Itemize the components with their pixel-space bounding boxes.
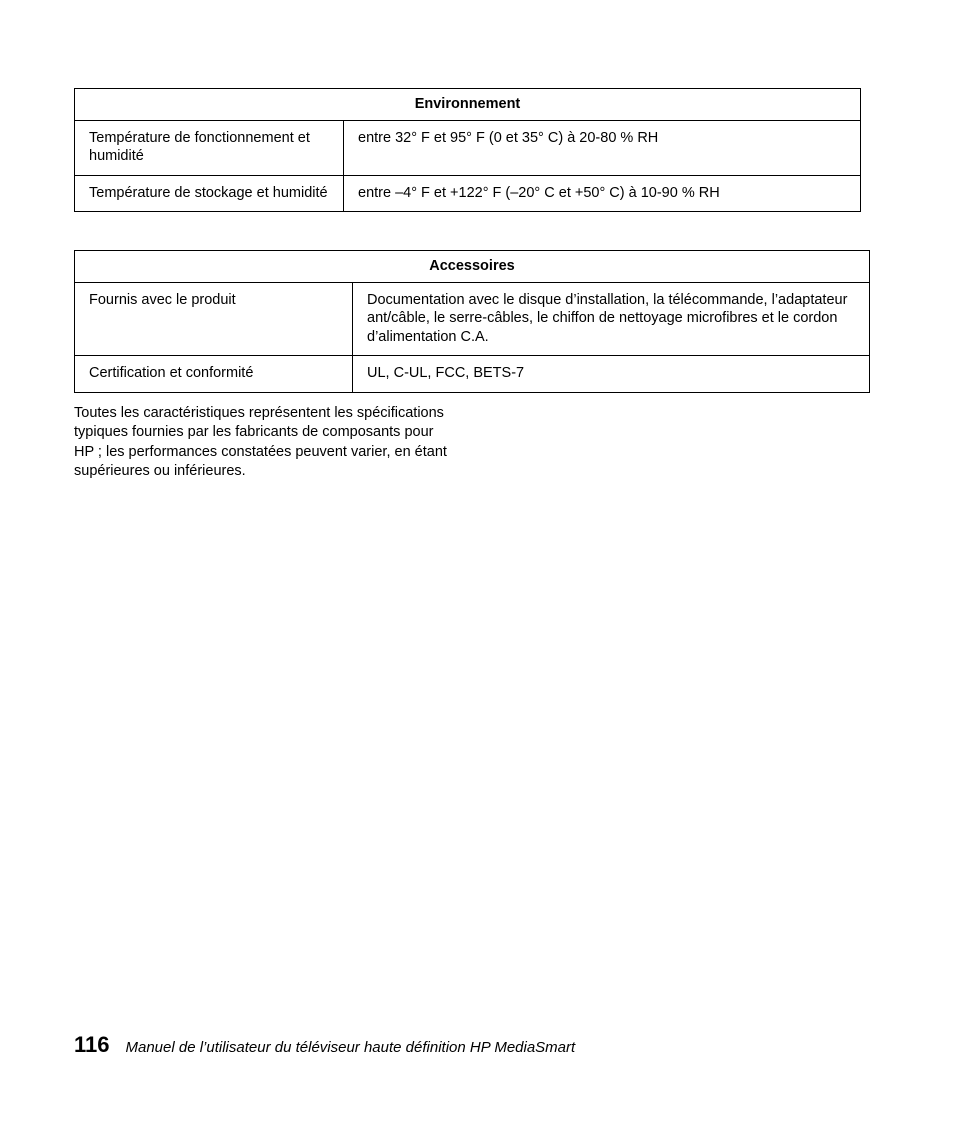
accessories-table: [74, 250, 870, 393]
page-footer: [74, 1032, 575, 1058]
accessories-table-title: Accessoires: [75, 251, 870, 283]
table-cell-value: UL, C-UL, FCC, BETS-7: [353, 356, 870, 393]
table-cell-label: Température de fonctionnement et humidité: [75, 120, 344, 175]
table-row: [75, 356, 870, 393]
environment-table-title: Environnement: [75, 89, 861, 121]
table-cell-label: Température de stockage et humidité: [75, 175, 344, 212]
table-cell-label: Certification et conformité: [75, 356, 353, 393]
table-cell-value: entre –4° F et +122° F (–20° C et +50° C) à 10-90 % RH: [344, 175, 861, 212]
table-row: [75, 120, 861, 175]
page-number: 116: [74, 1032, 110, 1057]
table-cell-value: entre 32° F et 95° F (0 et 35° C) à 20-80 % RH: [344, 120, 861, 175]
table-cell-value: Documentation avec le disque d’installation, la télécommande, l’adaptateur ant/câble, le serre-câbles, le chiffon de nettoyage microfibres et le cordon d’alimentation C.A.: [353, 282, 870, 356]
table-row: [75, 282, 870, 356]
document-title: Manuel de l’utilisateur du téléviseur haute définition HP MediaSmart: [125, 1039, 576, 1056]
specifications-note: Toutes les caractéristiques représentent les spécifications typiques fournies par les fabricants de composants pour HP ; les performances constatées peuvent varier, en étant supérieures ou inférieures.: [74, 405, 447, 479]
table-header-row: [75, 89, 861, 121]
table-cell-label: Fournis avec le produit: [75, 282, 353, 356]
table-header-row: [75, 251, 870, 283]
environment-table: [74, 88, 861, 212]
table-row: [75, 175, 861, 212]
